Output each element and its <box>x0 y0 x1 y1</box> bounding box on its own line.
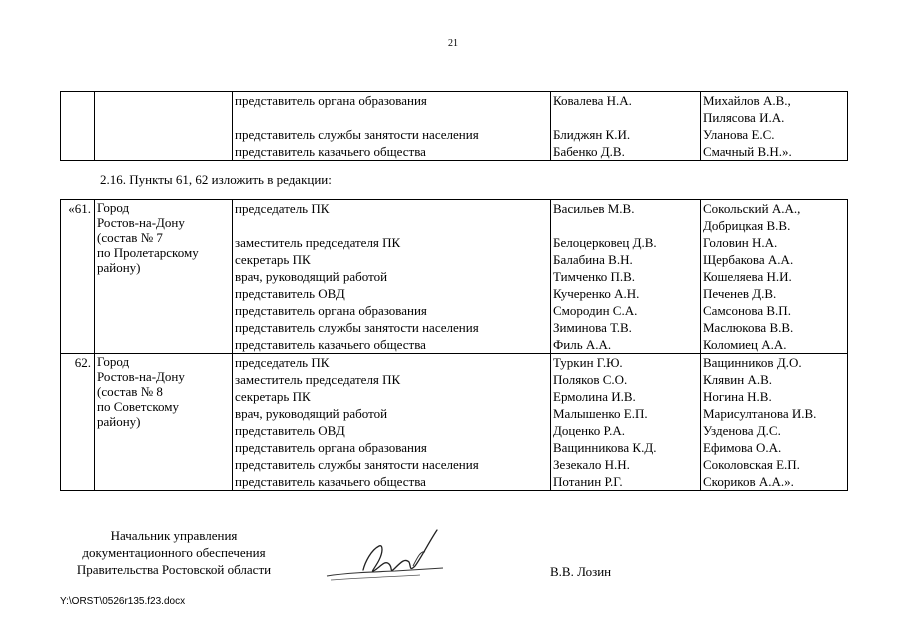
reserve-name: Соколовская Е.П. <box>703 457 800 472</box>
role-text: представитель казачьего общества <box>235 337 426 352</box>
role-text: представитель органа образования <box>235 93 427 108</box>
role-text: представитель ОВД <box>235 423 345 438</box>
member-cell <box>551 92 701 161</box>
member-name: Зезекало Н.Н. <box>553 457 630 472</box>
member-name: Потанин Р.Г. <box>553 474 623 489</box>
role-text: секретарь ПК <box>235 389 311 404</box>
reserve-name: Коломиец А.А. <box>703 337 787 352</box>
reserve-name: Ногина Н.В. <box>703 389 772 404</box>
role-text: представитель ОВД <box>235 286 345 301</box>
region-line: Ростов-на-Дону <box>97 369 185 384</box>
role-cell <box>233 200 551 354</box>
region-line: по Советскому <box>97 399 179 414</box>
position-line: Начальник управления <box>110 528 238 543</box>
reserve-name: Ващинников Д.О. <box>703 355 802 370</box>
member-name: Доценко Р.А. <box>553 423 625 438</box>
role-text: председатель ПК <box>235 201 330 216</box>
reserve-name: Самсонова В.П. <box>703 303 791 318</box>
reserve-name: Уланова Е.С. <box>703 127 775 142</box>
role-cell <box>233 354 551 491</box>
member-name: Малышенко Е.П. <box>553 406 648 421</box>
number-cell <box>61 200 95 354</box>
member-name: Зиминова Т.В. <box>553 320 632 335</box>
role-text: представитель службы занятости населения <box>235 127 479 142</box>
member-name: Поляков С.О. <box>553 372 628 387</box>
table-top <box>60 91 848 161</box>
member-name: Смородин С.А. <box>553 303 638 318</box>
reserve-name: Узденова Д.С. <box>703 423 781 438</box>
member-cell <box>551 200 701 354</box>
member-name: Блиджян К.И. <box>553 127 631 142</box>
reserve-name: Михайлов А.В., <box>703 93 791 108</box>
region-line: Город <box>97 200 130 215</box>
file-path: Y:\ORST\0526r135.f23.docx <box>60 596 186 607</box>
row-number: 62. <box>74 355 91 370</box>
table-row <box>61 354 848 491</box>
table-row <box>61 200 848 354</box>
role-text: представитель казачьего общества <box>235 474 426 489</box>
member-name: Ващинникова К.Д. <box>553 440 657 455</box>
role-text: врач, руководящий работой <box>235 269 388 284</box>
region-cell <box>95 92 233 161</box>
reserve-name: Ефимова О.А. <box>703 440 782 455</box>
role-cell <box>233 92 551 161</box>
role-text: заместитель председателя ПК <box>235 372 401 387</box>
region-line: Город <box>97 354 130 369</box>
position-line: Правительства Ростовской области <box>76 562 272 577</box>
member-name: Туркин Г.Ю. <box>553 355 623 370</box>
member-name: Ермолина И.В. <box>553 389 636 404</box>
member-cell <box>551 354 701 491</box>
member-name: Кучеренко А.Н. <box>553 286 640 301</box>
reserve-name: Печенев Д.В. <box>703 286 777 301</box>
table-main <box>60 199 848 491</box>
reserve-name: Пилясова И.А. <box>703 110 785 125</box>
reserve-cell <box>701 200 848 354</box>
region-line: (состав № 8 <box>97 384 163 399</box>
position-line: документационного обеспечения <box>82 545 266 560</box>
member-name: Ковалева Н.А. <box>553 93 632 108</box>
member-name: Белоцерковец Д.В. <box>553 235 657 250</box>
reserve-name: Маслюкова В.В. <box>703 320 794 335</box>
signatory-position <box>60 527 288 578</box>
member-name: Филь А.А. <box>553 337 612 352</box>
region-line: району) <box>97 260 141 275</box>
region-cell <box>95 200 233 354</box>
reserve-name: Добрицкая В.В. <box>703 218 791 233</box>
member-name: Балабина В.Н. <box>553 252 633 267</box>
table-row <box>61 92 848 161</box>
reserve-name: Щербакова А.А. <box>703 252 794 267</box>
handwritten-signature-icon <box>325 524 445 590</box>
reserve-name: Кошеляева Н.И. <box>703 269 792 284</box>
role-text: врач, руководящий работой <box>235 406 388 421</box>
role-text: представитель службы занятости населения <box>235 457 479 472</box>
reserve-cell <box>701 92 848 161</box>
member-name: Васильев М.В. <box>553 201 635 216</box>
role-text: председатель ПК <box>235 355 330 370</box>
number-cell <box>61 354 95 491</box>
reserve-name: Скориков А.А.». <box>703 474 794 489</box>
role-text: заместитель председателя ПК <box>235 235 401 250</box>
role-text: представитель органа образования <box>235 303 427 318</box>
reserve-name: Смачный В.Н.». <box>703 144 792 159</box>
region-line: (состав № 7 <box>97 230 163 245</box>
signatory-name: В.В. Лозин <box>550 564 612 579</box>
role-text: секретарь ПК <box>235 252 311 267</box>
row-number: «61. <box>68 201 91 216</box>
reserve-name: Головин Н.А. <box>703 235 778 250</box>
reserve-name: Клявин А.В. <box>703 372 772 387</box>
reserve-cell <box>701 354 848 491</box>
member-name: Тимченко П.В. <box>553 269 636 284</box>
region-line: Ростов-на-Дону <box>97 215 185 230</box>
region-line: по Пролетарскому <box>97 245 199 260</box>
region-cell <box>95 354 233 491</box>
role-text: представитель органа образования <box>235 440 427 455</box>
role-text: представитель службы занятости населения <box>235 320 479 335</box>
region-line: району) <box>97 414 141 429</box>
reserve-name: Сокольский А.А., <box>703 201 801 216</box>
number-cell <box>61 92 95 161</box>
section-heading: 2.16. Пункты 61, 62 изложить в редакции: <box>100 172 332 187</box>
member-name: Бабенко Д.В. <box>553 144 625 159</box>
page-number: 21 <box>448 38 458 49</box>
role-text: представитель казачьего общества <box>235 144 426 159</box>
reserve-name: Марисултанова И.В. <box>703 406 817 421</box>
